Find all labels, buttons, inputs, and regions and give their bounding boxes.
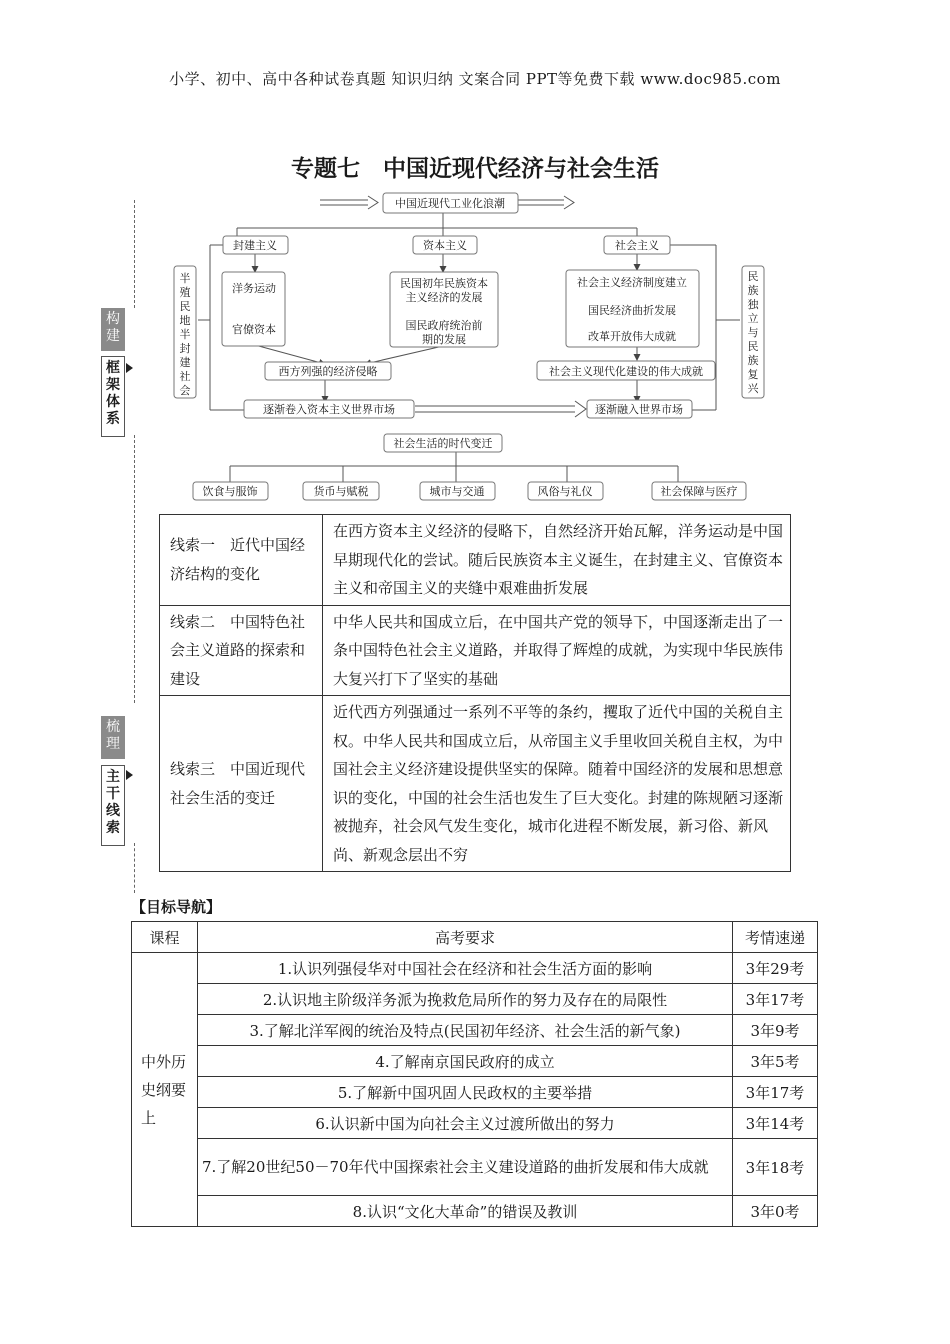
life-item: 城市与交通 [429,485,485,498]
goal-navigation-label: 【目标导航】 [131,898,222,916]
market-merge-box: 逐渐融入世界市场 [595,403,683,416]
life-change-box: 社会生活的时代变迁 [393,437,493,450]
dashed-guide-line [134,843,135,893]
clue-key: 线索二 中国特色社会主义道路的探索和建设 [160,605,323,696]
achievement-box: 社会主义现代化建设的伟大成就 [549,365,703,378]
count-cell: 3年0考 [733,1196,818,1227]
requirement-cell: 1.认识列强侵华对中国社会在经济和社会生活方面的影响 [198,953,733,984]
hollow-arrow-icon [415,401,586,417]
tab-framework-top: 构建 [101,308,125,351]
table-row [132,1196,818,1227]
count-cell: 3年29考 [733,953,818,984]
requirement-cell: 2.认识地主阶级洋务派为挽救危局所作的努力及存在的局限性 [198,984,733,1015]
page-title: 专题七 中国近现代经济与社会生活 [291,156,659,182]
table-row [132,1015,818,1046]
requirement-cell: 3.了解北洋军阀的统治及特点(民国初年经济、社会生活的新气象) [198,1015,733,1046]
capital-item: 民国初年民族资本主义经济的发展 [400,277,488,304]
header-count: 考情速递 [733,922,818,953]
life-item: 社会保障与医疗 [660,485,738,498]
table-row [160,696,791,872]
count-cell: 3年18考 [733,1139,818,1196]
social-item: 改革开放伟大成就 [588,330,676,343]
right-side-label: 民族独立与民族复兴 [747,270,759,395]
tab-mainline-bottom: 主干线索 [101,765,125,846]
requirement-cell: 4.了解南京国民政府的成立 [198,1046,733,1077]
framework-diagram [160,190,780,508]
feudal-item: 洋务运动 [232,282,276,295]
requirement-cell: 6.认识新中国为向社会主义过渡所做出的努力 [198,1108,733,1139]
dashed-guide-line [134,435,135,703]
count-cell: 3年17考 [733,984,818,1015]
header-course: 课程 [132,922,198,953]
count-cell: 3年5考 [733,1046,818,1077]
life-item: 货币与赋税 [313,485,369,498]
requirement-cell: 7.了解20世纪50－70年代中国探索社会主义建设道路的曲折发展和伟大成就 [198,1139,733,1196]
count-cell: 3年17考 [733,1077,818,1108]
table-row [132,1077,818,1108]
clue-value: 中华人民共和国成立后，在中国共产党的领导下，中国逐渐走出了一条中国特色社会主义道路，并取得了辉煌的成就，为实现中华民族伟大复兴打下了坚实的基础 [323,605,791,696]
tab-framework-bottom: 框架体系 [101,356,125,437]
life-item: 饮食与服饰 [202,485,258,498]
table-row [132,1139,818,1196]
social-item: 国民经济曲折发展 [588,304,676,317]
count-cell: 3年14考 [733,1108,818,1139]
clue-value: 近代西方列强通过一系列不平等的条约，攫取了近代中国的关税自主权。中华人民共和国成立后，从帝国主义手里收回关税自主权，为中国社会主义经济建设提供坚实的保障。随着中国经济的发展和思想意识的变化，中国的社会生活也发生了巨大变化。封建的陈规陋习逐渐被抛弃，社会风气发生变化，城市化进程不断发展，新习俗、新风尚、新观念层出不穷 [323,696,791,872]
header-requirement: 高考要求 [198,922,733,953]
tab-arrow-icon [126,770,133,780]
social-item: 社会主义经济制度建立 [577,276,687,289]
capital-item: 国民政府统治前期的发展 [405,319,483,346]
life-item: 风俗与礼仪 [537,485,593,498]
requirement-cell: 8.认识“文化大革命”的错误及教训 [198,1196,733,1227]
table-row [132,1046,818,1077]
count-cell: 3年9考 [733,1015,818,1046]
page-header: 小学、初中、高中各种试卷真题 知识归纳 文案合同 PPT等免费下载 www.doc985.com [169,70,781,88]
table-row [132,1108,818,1139]
tab-mainline-top: 梳理 [101,716,125,759]
branch-capital: 资本主义 [423,239,467,252]
clues-table [159,514,791,872]
table-row [132,953,818,984]
dashed-guide-line [134,200,135,308]
clue-value: 在西方资本主义经济的侵略下，自然经济开始瓦解，洋务运动是中国早期现代化的尝试。随后民族资本主义诞生，在封建主义、官僚资本主义和帝国主义的夹缝中艰难曲折发展 [323,515,791,606]
hollow-arrow-icon [518,196,574,209]
left-side-label: 半殖民地半封建社会 [179,272,191,397]
invasion-box: 西方列强的经济侵略 [278,365,378,378]
table-row [132,984,818,1015]
requirement-cell: 5.了解新中国巩固人民政权的主要举措 [198,1077,733,1108]
diagram-top: 中国近现代工业化浪潮 [395,197,505,210]
branch-social: 社会主义 [615,239,659,252]
table-header-row [132,922,818,953]
tab-arrow-icon [126,363,133,373]
hollow-arrow-icon [320,196,378,209]
course-cell: 中外历史纲要上 [132,953,198,1227]
branch-feudal: 封建主义 [233,239,277,252]
clue-key: 线索三 中国近现代社会生活的变迁 [160,696,323,872]
goal-table [131,921,818,1227]
clue-key: 线索一 近代中国经济结构的变化 [160,515,323,606]
feudal-item: 官僚资本 [232,323,276,336]
table-row [160,605,791,696]
table-row [160,515,791,606]
market-in-box: 逐渐卷入资本主义世界市场 [263,403,395,416]
